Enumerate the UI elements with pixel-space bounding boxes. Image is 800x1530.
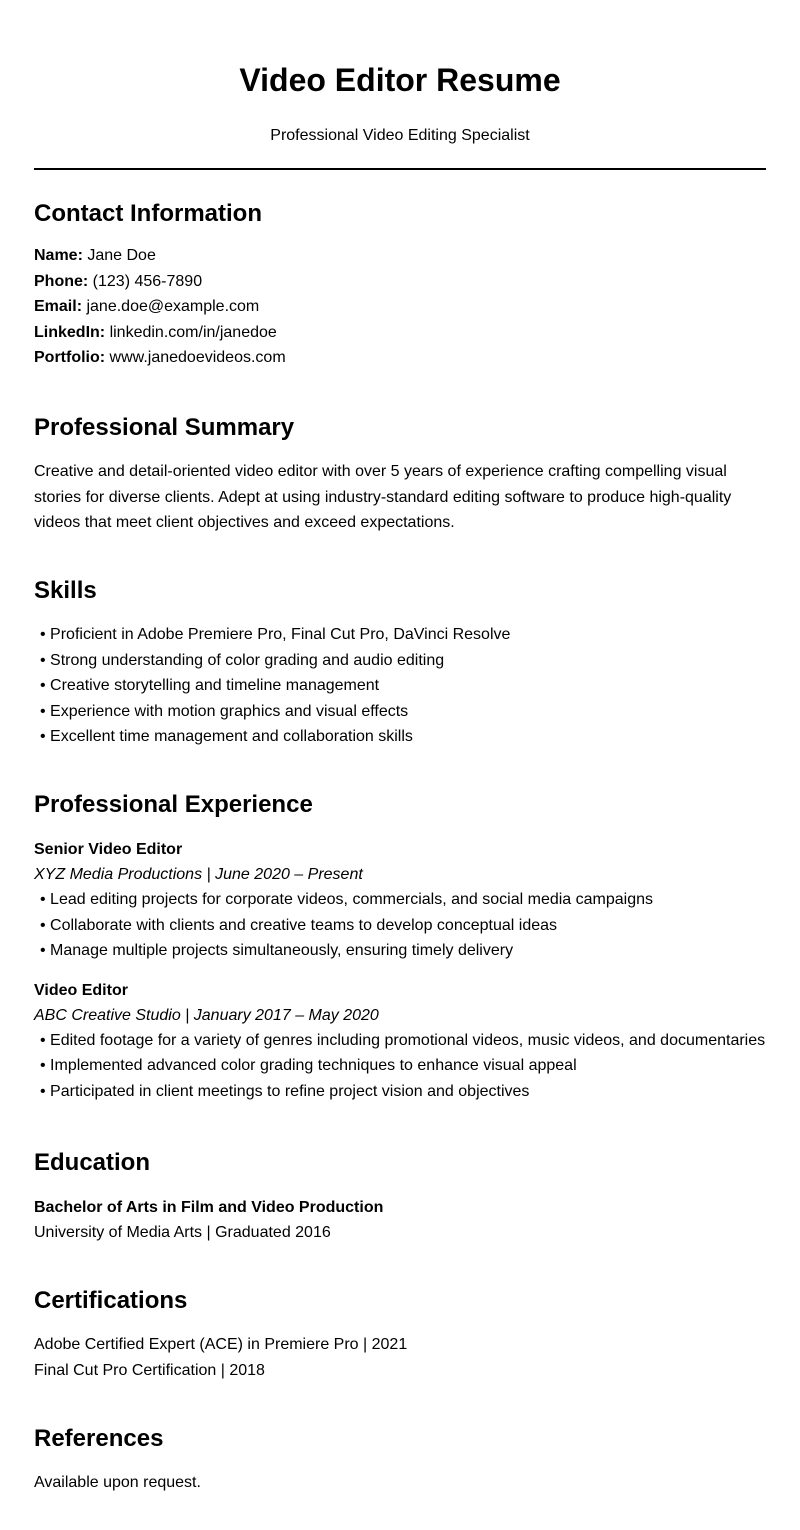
job-bullet: • Manage multiple projects simultaneously, ensuring timely delivery	[40, 942, 514, 960]
contact-name	[34, 243, 766, 269]
job-meta: ABC Creative Studio | January 2017 – May 2020	[34, 1006, 379, 1024]
education-heading: Education	[34, 1149, 151, 1176]
job-title: Senior Video Editor	[34, 841, 183, 858]
job-title: Video Editor	[34, 981, 128, 999]
skill-item: • Proficient in Adobe Premiere Pro, Final Cut Pro, DaVinci Resolve	[40, 626, 511, 643]
contact-name-label: Name:	[34, 247, 83, 264]
skill-item: • Creative storytelling and timeline management	[40, 677, 380, 695]
contact-linkedin-label: LinkedIn:	[34, 323, 106, 341]
header-divider	[34, 168, 766, 170]
contact-portfolio-value: www.janedoevideos.com	[109, 349, 286, 367]
skill-item: • Strong understanding of color grading and audio editing	[40, 651, 445, 669]
summary-heading: Professional Summary	[34, 414, 295, 441]
skills-heading: Skills	[34, 577, 97, 604]
job-bullet: • Lead editing projects for corporate videos, commercials, and social media campaigns	[40, 891, 654, 908]
skills-list	[34, 622, 766, 750]
skill-item: • Experience with motion graphics and visual effects	[40, 702, 409, 720]
job-bullet: • Participated in client meetings to refine project vision and objectives	[40, 1082, 530, 1100]
experience-section	[34, 790, 766, 1105]
job-meta: XYZ Media Productions | June 2020 – Present	[34, 866, 363, 883]
education-section	[34, 1148, 766, 1246]
skills-section	[34, 576, 766, 750]
page-subtitle: Professional Video Editing Specialist	[270, 127, 530, 144]
references-heading: References	[34, 1425, 164, 1452]
contact-email	[34, 294, 766, 320]
job-bullet: • Collaborate with clients and creative teams to develop conceptual ideas	[40, 916, 558, 934]
contact-phone-value: (123) 456-7890	[92, 272, 203, 290]
contact-portfolio	[34, 345, 766, 371]
contact-phone-label: Phone:	[34, 272, 89, 290]
contact-portfolio-label: Portfolio:	[34, 349, 106, 367]
education-school: University of Media Arts | Graduated 2016	[34, 1224, 331, 1241]
job-entry	[34, 837, 766, 964]
certification-item: Final Cut Pro Certification | 2018	[34, 1361, 265, 1379]
certifications-list	[34, 1332, 766, 1383]
page-title: Video Editor Resume	[239, 62, 561, 98]
certification-item: Adobe Certified Expert (ACE) in Premiere Pro | 2021	[34, 1336, 408, 1353]
job-bullet: • Edited footage for a variety of genres including promotional videos, music videos, and documentaries	[40, 1031, 766, 1049]
education-degree: Bachelor of Arts in Film and Video Production	[34, 1199, 384, 1216]
certifications-heading: Certifications	[34, 1287, 188, 1314]
summary-section	[34, 413, 766, 536]
summary-line: stories for diverse clients. Adept at using industry-standard editing software to produce high-quality	[34, 488, 732, 506]
summary-line: Creative and detail-oriented video editor with over 5 years of experience crafting compelling visual	[34, 463, 727, 480]
summary-text	[34, 459, 766, 536]
contact-linkedin-value: linkedin.com/in/janedoe	[109, 323, 277, 341]
references-text: Available upon request.	[34, 1474, 201, 1491]
contact-linkedin	[34, 320, 766, 346]
contact-email-value: jane.doe@example.com	[86, 298, 260, 316]
education-entry	[34, 1195, 766, 1246]
contact-heading: Contact Information	[34, 200, 262, 227]
contact-email-label: Email:	[34, 298, 83, 316]
job-bullet: • Implemented advanced color grading techniques to enhance visual appeal	[40, 1057, 577, 1075]
certifications-section	[34, 1286, 766, 1383]
contact-section	[34, 199, 766, 371]
job-entry	[34, 978, 766, 1105]
skill-item: • Excellent time management and collaboration skills	[40, 728, 413, 746]
contact-phone	[34, 269, 766, 295]
contact-list	[34, 243, 766, 371]
summary-line: videos that meet client objectives and exceed expectations.	[34, 514, 455, 532]
references-section	[34, 1424, 766, 1496]
experience-heading: Professional Experience	[34, 791, 313, 818]
contact-name-value: Jane Doe	[87, 247, 156, 264]
